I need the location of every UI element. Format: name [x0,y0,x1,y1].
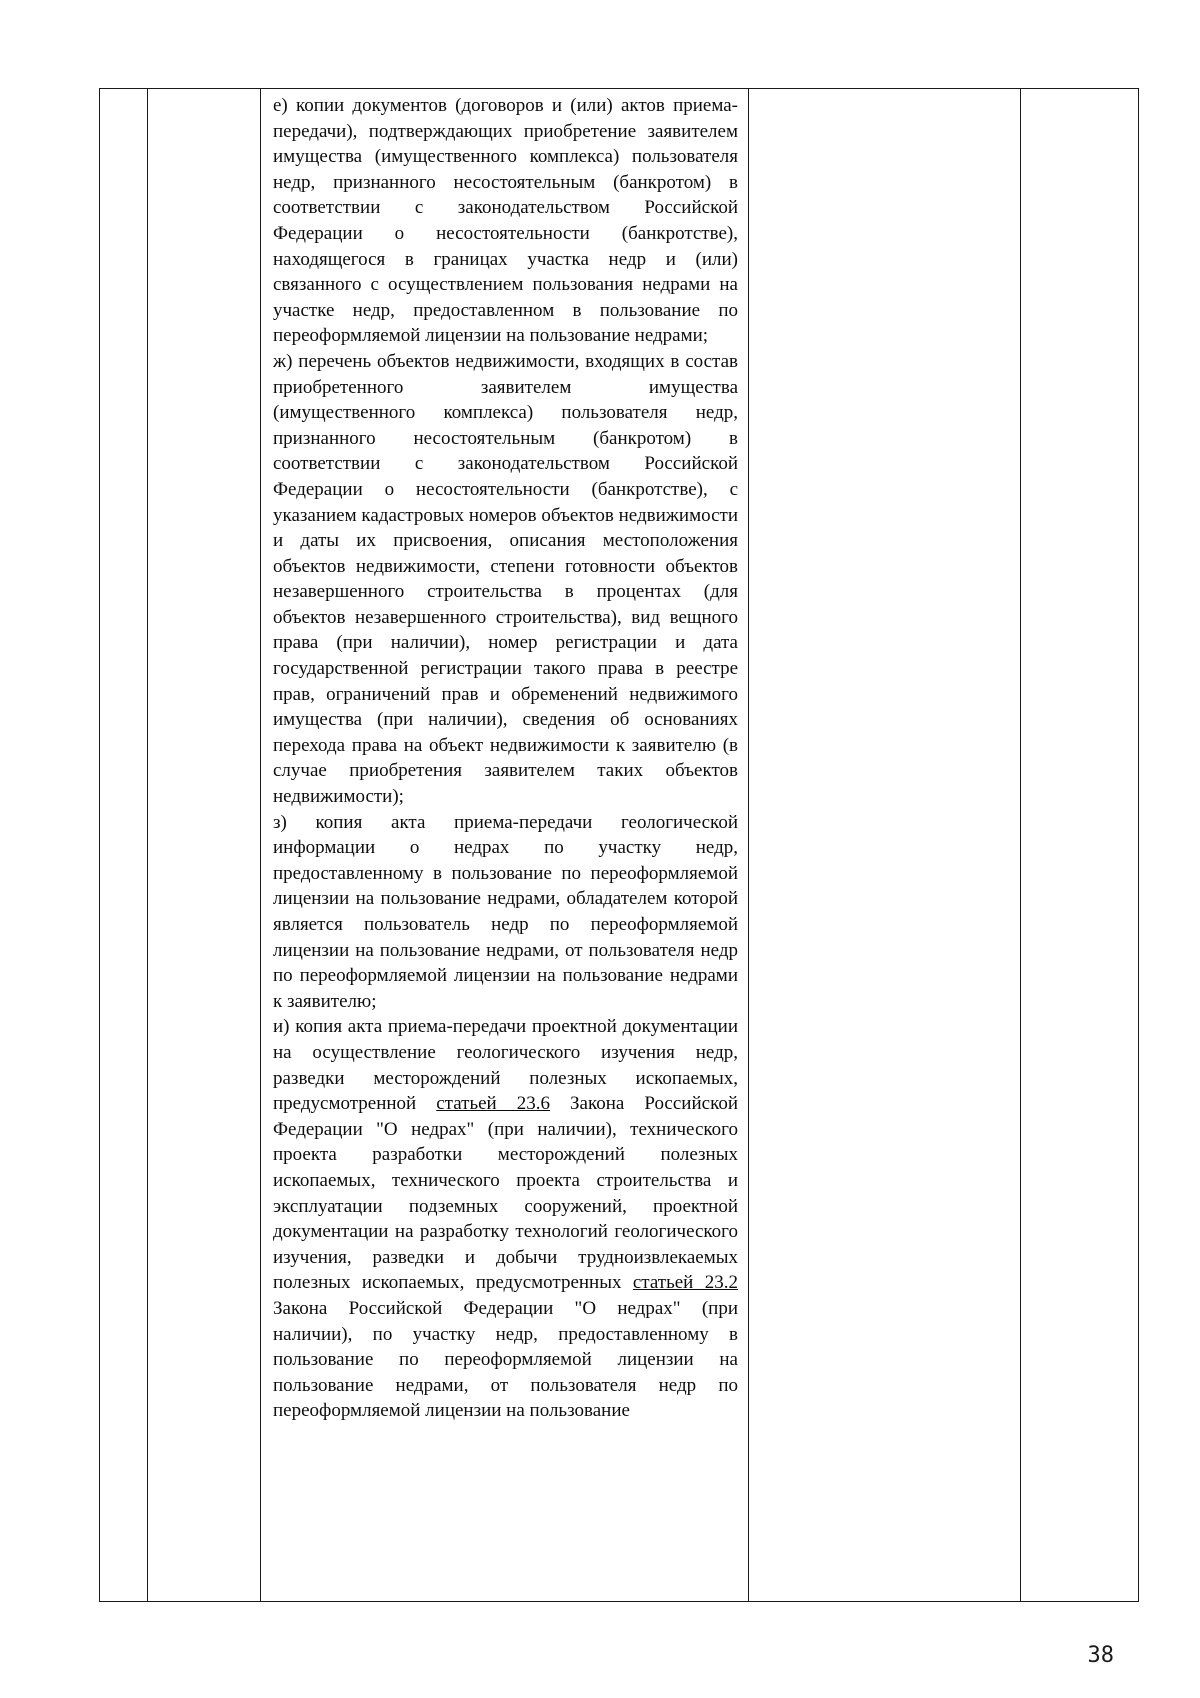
paragraph-i-text-2: Закона Российской Федерации "О недрах" (при наличии), технического проекта разработки месторождений полезных ископаемых, технического проекта строительства и эксплуатации подземных сооружений, проектной документации на разработку технологий геологического изучения, разведки и добычи трудноизвлекаемых полезных ископаемых, предусмотренных [273,1093,739,1294]
fifth-column-cell [1021,89,1139,1602]
fourth-column-cell [749,89,1021,1602]
paragraph-i-text-3: Закона Российской Федерации "О недрах" (при наличии), по участку недр, предоставленному в пользование по переоформляемой лицензии на пользование недрами, от пользователя недр по переоформляемой лицензии на пользование [273,1297,738,1422]
paragraph-z: з) копия акта приема-передачи геологической информации о недрах по участку недр, предоставленному в пользование по переоформляемой лицензии на пользование недрами, обладателем которой является пользователь недр по переоформляемой лицензии на пользование недрами, от пользователя недр по переоформляемой лицензии на пользование недрами к заявителю; [273,811,738,1012]
paragraph-i [273,1014,738,1424]
document-table [99,88,1139,1602]
paragraph-i-text-1: и) копия акта приема-передачи проектной документации на осуществление геологического изучения недр, разведки месторождений полезных ископаемых, предусмотренной [273,1016,738,1115]
paragraph-e: е) копии документов (договоров и (или) актов приема-передачи), подтверждающих приобретение заявителем имущества (имущественного комплекса) пользователя недр, признанного несостоятельным (банкротом) в соответствии с законодательством Российской Федерации о несостоятельности (банкротстве), находящегося в границах участка недр и (или) связанного с осуществлением пользования недрами на участке недр, предоставленном в пользование по переоформляемой лицензии на пользование недрами; [273,95,738,347]
number-cell [100,89,148,1602]
table-row [100,89,1139,1602]
law-article-link[interactable]: статьей 23.2 [632,1272,738,1294]
requirements-cell [261,89,749,1602]
page-number: 38 [1087,1643,1114,1668]
law-article-link[interactable]: статьей 23.6 [436,1093,550,1115]
paragraph-zh: ж) перечень объектов недвижимости, входящих в состав приобретенного заявителем имущества (имущественного комплекса) пользователя недр, признанного несостоятельным (банкротом) в соответствии с законодательством Российской Федерации о несостоятельности (банкротстве), с указанием кадастровых номеров объектов недвижимости и даты их присвоения, описания местоположения объектов недвижимости, степени готовности объектов незавершенного строительства в процентах (для объектов незавершенного строительства), вид вещного права (при наличии), номер регистрации и дата государственной регистрации такого права в реестре прав, ограничений прав и обременений недвижимого имущества (при наличии), сведения об основаниях перехода права на объект недвижимости к заявителю (в случае приобретения заявителем таких объектов недвижимости); [273,350,738,808]
name-cell [148,89,261,1602]
